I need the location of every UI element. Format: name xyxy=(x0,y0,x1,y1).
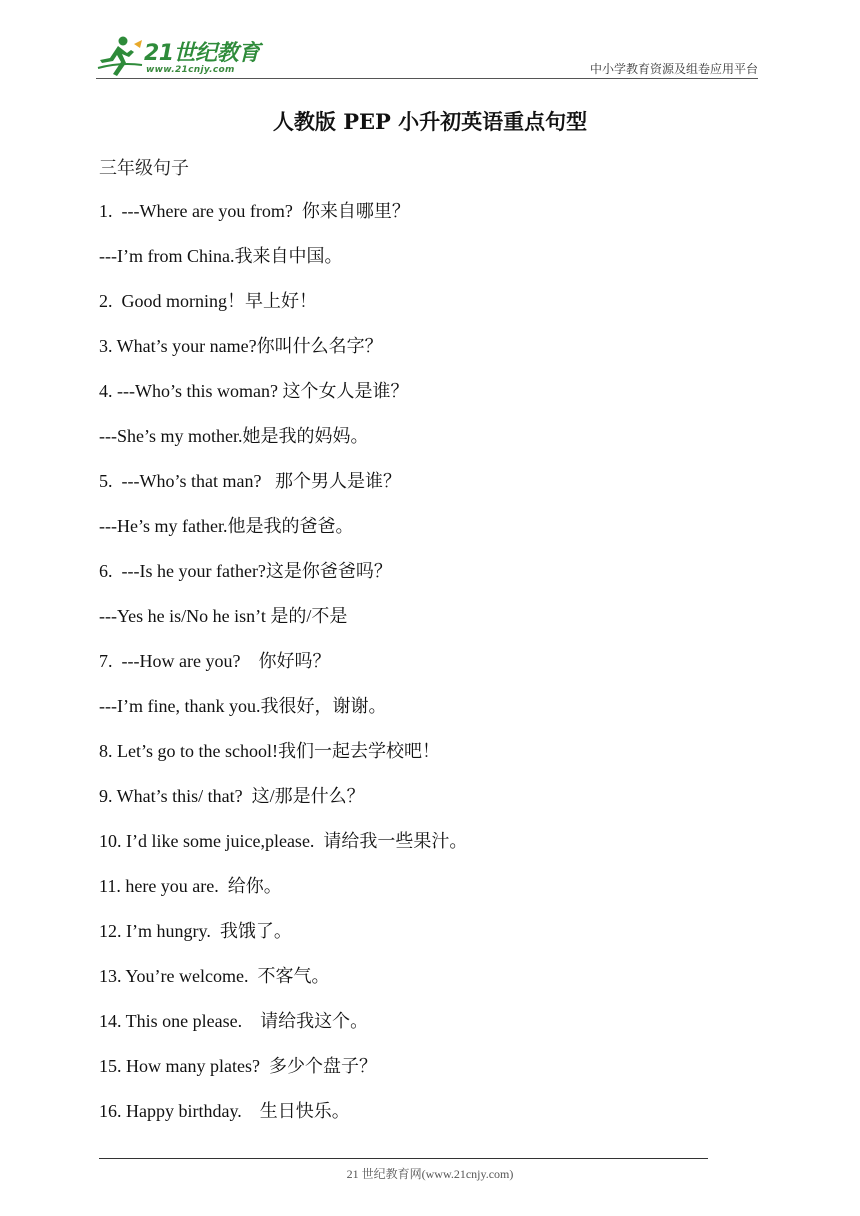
sentence-line: ---He’s my father.他是我的爸爸。 xyxy=(99,516,354,536)
sentence-line: 9. What’s this/ that? 这/那是什么？ xyxy=(99,786,365,806)
footer-divider xyxy=(99,1158,708,1159)
logo-url: www.21cnjy.com xyxy=(146,65,235,75)
sentence-line: 4. ---Who’s this woman? 这个女人是谁？ xyxy=(99,381,409,401)
logo xyxy=(96,34,266,78)
sentence-line: 14. This one please. 请给我这个。 xyxy=(99,1011,369,1031)
sentence-line: 5. ---Who’s that man? 那个男人是谁？ xyxy=(99,471,401,491)
sentence-line: 3. What’s your name?你叫什么名字？ xyxy=(99,336,383,356)
page-header xyxy=(96,30,758,80)
sentence-line: 6. ---Is he your father?这是你爸爸吗？ xyxy=(99,561,392,581)
sentence-line: 1. ---Where are you from? 你来自哪里？ xyxy=(99,201,410,221)
logo-text: 21世纪教育 xyxy=(144,41,260,66)
sentence-line: 11. here you are. 给你。 xyxy=(99,876,282,896)
grade-heading: 三年级句子 xyxy=(99,158,189,179)
sentence-line: 16. Happy birthday. 生日快乐。 xyxy=(99,1101,350,1121)
sentence-line: 12. I’m hungry. 我饿了。 xyxy=(99,921,292,941)
sentence-line: 7. ---How are you? 你好吗？ xyxy=(99,651,331,671)
footer-link[interactable]: 21 世纪教育网(www.21cnjy.com) xyxy=(346,1167,514,1181)
header-divider xyxy=(96,78,758,79)
sentence-line: ---I’m from China.我来自中国。 xyxy=(99,246,343,266)
sentence-line: ---I’m fine, thank you.我很好，谢谢。 xyxy=(99,696,387,716)
sentence-line: 15. How many plates? 多少个盘子？ xyxy=(99,1056,377,1076)
sentence-line: 2. Good morning！早上好！ xyxy=(99,291,317,311)
sentence-line: 8. Let’s go to the school!我们一起去学校吧！ xyxy=(99,741,440,761)
sentence-line: 10. I’d like some juice,please. 请给我一些果汁。 xyxy=(99,831,468,851)
sentence-line: ---She’s my mother.她是我的妈妈。 xyxy=(99,426,369,446)
sentence-line: ---Yes he is/No he isn’t 是的/不是 xyxy=(99,606,348,626)
page-title: 人教版 PEP 小升初英语重点句型 xyxy=(272,109,588,134)
runner-logo-icon xyxy=(96,34,146,78)
sentence-list xyxy=(99,196,739,1141)
platform-label: 中小学教育资源及组卷应用平台 xyxy=(589,62,758,76)
sentence-line: 13. You’re welcome. 不客气。 xyxy=(99,966,330,986)
